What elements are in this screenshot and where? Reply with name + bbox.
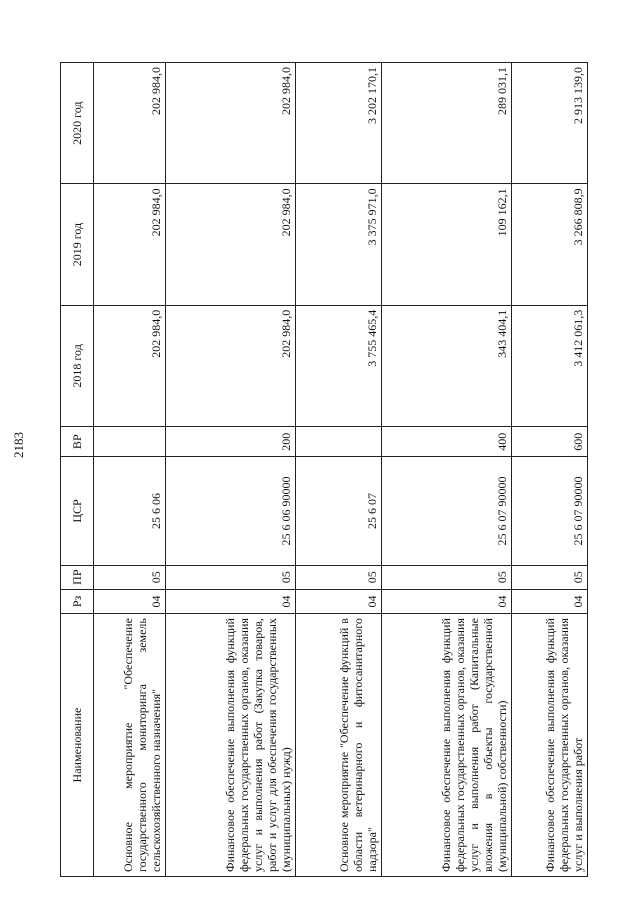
row-rz: 04 bbox=[94, 589, 166, 613]
row-2018: 202 984,0 bbox=[166, 305, 296, 426]
row-vr: 200 bbox=[166, 427, 296, 457]
row-rz: 04 bbox=[382, 589, 512, 613]
row-2018: 3 755 465,4 bbox=[296, 305, 382, 426]
budget-table bbox=[60, 62, 588, 877]
table-row bbox=[296, 63, 382, 877]
header-2018: 2018 год bbox=[61, 305, 94, 426]
table-row bbox=[512, 63, 588, 877]
row-rz: 04 bbox=[512, 589, 588, 613]
table-row bbox=[94, 63, 166, 877]
header-pr: ПР bbox=[61, 565, 94, 589]
header-name: Наименование bbox=[61, 614, 94, 877]
page-number bbox=[0, 415, 38, 475]
rotated-table-inner bbox=[60, 62, 620, 877]
row-csr: 25 6 06 bbox=[94, 457, 166, 565]
row-2018: 202 984,0 bbox=[94, 305, 166, 426]
table-header-row bbox=[61, 63, 94, 877]
header-2020: 2020 год bbox=[61, 63, 94, 184]
row-2019: 109 162,1 bbox=[382, 184, 512, 305]
row-2020: 202 984,0 bbox=[166, 63, 296, 184]
row-rz: 04 bbox=[296, 589, 382, 613]
row-pr: 05 bbox=[166, 565, 296, 589]
row-csr: 25 6 06 90000 bbox=[166, 457, 296, 565]
row-vr: 600 bbox=[512, 427, 588, 457]
row-pr: 05 bbox=[382, 565, 512, 589]
row-csr: 25 6 07 90000 bbox=[512, 457, 588, 565]
rotated-table-area bbox=[60, 62, 640, 872]
row-2020: 289 031,1 bbox=[382, 63, 512, 184]
table-row bbox=[166, 63, 296, 877]
row-2019: 3 375 971,0 bbox=[296, 184, 382, 305]
row-2018: 3 412 061,3 bbox=[512, 305, 588, 426]
row-2020: 2 913 139,0 bbox=[512, 63, 588, 184]
row-2019: 202 984,0 bbox=[166, 184, 296, 305]
row-csr: 25 6 07 bbox=[296, 457, 382, 565]
row-2020: 3 202 170,1 bbox=[296, 63, 382, 184]
row-vr bbox=[94, 427, 166, 457]
row-name: Основное мероприятие "Обеспечение функций в области ветеринарного и фитосанитарного надзора" bbox=[296, 614, 382, 877]
row-name: Финансовое обеспечение выполнения функций федеральных государственных органов, оказания услуг и выполнения работ bbox=[512, 614, 588, 877]
row-2020: 202 984,0 bbox=[94, 63, 166, 184]
header-2019: 2019 год bbox=[61, 184, 94, 305]
row-2018: 343 404,1 bbox=[382, 305, 512, 426]
row-2019: 3 266 808,9 bbox=[512, 184, 588, 305]
row-name: Финансовое обеспечение выполнения функций федеральных государственных органов, оказания услуг и выполнения работ (Закупка товаров, работ и услуг для обеспечения государственных (муниципальных) нужд) bbox=[166, 614, 296, 877]
header-vr: ВР bbox=[61, 427, 94, 457]
row-vr bbox=[296, 427, 382, 457]
header-rz: Рз bbox=[61, 589, 94, 613]
row-name: Основное мероприятие "Обеспечение государственного мониторинга земель сельскохозяйственного назначения" bbox=[94, 614, 166, 877]
header-csr: ЦСР bbox=[61, 457, 94, 565]
row-csr: 25 6 07 90000 bbox=[382, 457, 512, 565]
row-pr: 05 bbox=[512, 565, 588, 589]
row-name: Финансовое обеспечение выполнения функций федеральных государственных органов, оказания услуг и выполнения работ (Капитальные вложения в объекты государственной (муниципальной) собственности) bbox=[382, 614, 512, 877]
row-vr: 400 bbox=[382, 427, 512, 457]
row-rz: 04 bbox=[166, 589, 296, 613]
row-2019: 202 984,0 bbox=[94, 184, 166, 305]
row-pr: 05 bbox=[296, 565, 382, 589]
row-pr: 05 bbox=[94, 565, 166, 589]
table-row bbox=[382, 63, 512, 877]
page-number-text: 2183 bbox=[11, 432, 26, 458]
